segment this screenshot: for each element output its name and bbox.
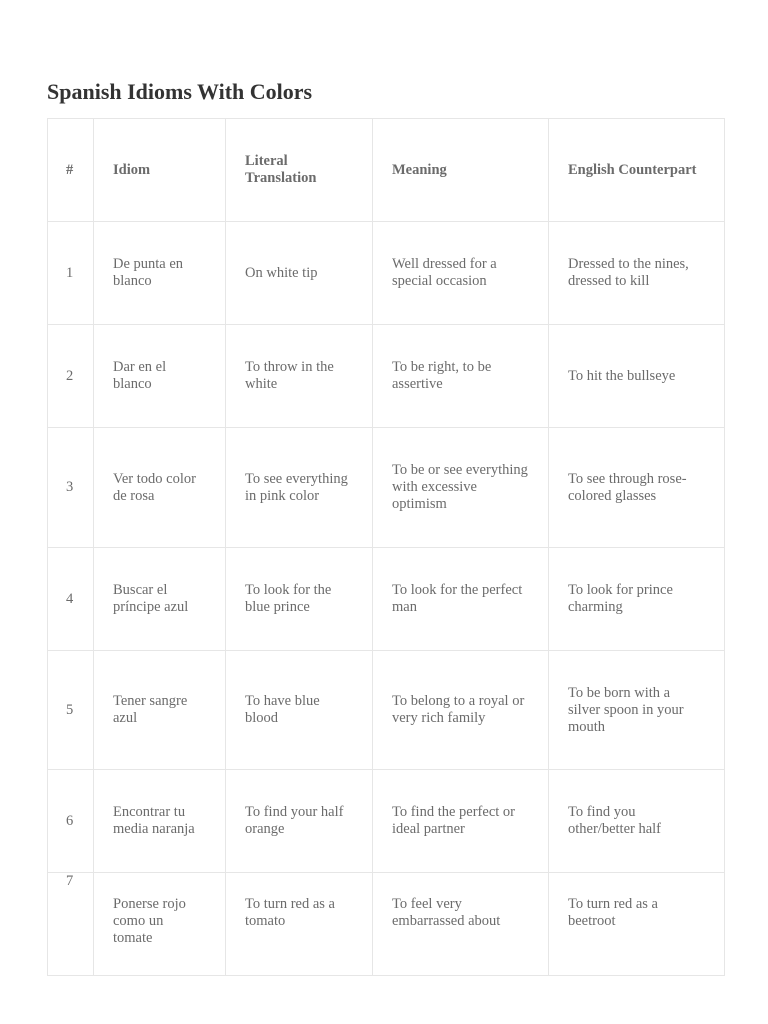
- cell-idiom: Tener sangre azul: [94, 651, 226, 770]
- cell-number: 3: [48, 428, 94, 548]
- header-english-counterpart: English Counterpart: [549, 119, 725, 222]
- header-literal-translation: Literal Translation: [226, 119, 373, 222]
- cell-meaning: To look for the perfect man: [373, 548, 549, 651]
- cell-english-counterpart: Dressed to the nines, dressed to kill: [549, 222, 725, 325]
- cell-literal-translation: To have blue blood: [226, 651, 373, 770]
- cell-literal-translation: To look for the blue prince: [226, 548, 373, 651]
- cell-number: 4: [48, 548, 94, 651]
- cell-idiom: Ponerse rojo como un tomate: [94, 873, 226, 976]
- cell-literal-translation: To find your half orange: [226, 770, 373, 873]
- table-row: [48, 548, 725, 651]
- cell-idiom: Encontrar tu media naranja: [94, 770, 226, 873]
- cell-number: 7: [48, 873, 94, 976]
- cell-literal-translation: To turn red as a tomato: [226, 873, 373, 976]
- cell-number: 5: [48, 651, 94, 770]
- cell-english-counterpart: To look for prince charming: [549, 548, 725, 651]
- cell-english-counterpart: To find you other/better half: [549, 770, 725, 873]
- table-row: [48, 651, 725, 770]
- table-row: [48, 428, 725, 548]
- cell-literal-translation: On white tip: [226, 222, 373, 325]
- cell-literal-translation: To see everything in pink color: [226, 428, 373, 548]
- cell-meaning: To be right, to be assertive: [373, 325, 549, 428]
- table-row: [48, 222, 725, 325]
- table-row: [48, 873, 725, 976]
- cell-number: 2: [48, 325, 94, 428]
- header-meaning: Meaning: [373, 119, 549, 222]
- cell-english-counterpart: To be born with a silver spoon in your mouth: [549, 651, 725, 770]
- cell-idiom: De punta en blanco: [94, 222, 226, 325]
- idioms-table: [47, 118, 725, 976]
- cell-idiom: Dar en el blanco: [94, 325, 226, 428]
- cell-english-counterpart: To turn red as a beetroot: [549, 873, 725, 976]
- table-row: [48, 325, 725, 428]
- header-number: #: [48, 119, 94, 222]
- table-row: [48, 770, 725, 873]
- cell-number: 6: [48, 770, 94, 873]
- cell-idiom: Buscar el príncipe azul: [94, 548, 226, 651]
- table-header-row: [48, 119, 725, 222]
- cell-idiom: Ver todo color de rosa: [94, 428, 226, 548]
- header-idiom: Idiom: [94, 119, 226, 222]
- cell-meaning: Well dressed for a special occasion: [373, 222, 549, 325]
- cell-literal-translation: To throw in the white: [226, 325, 373, 428]
- cell-meaning: To be or see everything with excessive optimism: [373, 428, 549, 548]
- cell-english-counterpart: To see through rose-colored glasses: [549, 428, 725, 548]
- cell-meaning: To feel very embarrassed about: [373, 873, 549, 976]
- cell-meaning: To find the perfect or ideal partner: [373, 770, 549, 873]
- cell-english-counterpart: To hit the bullseye: [549, 325, 725, 428]
- cell-number: 1: [48, 222, 94, 325]
- cell-meaning: To belong to a royal or very rich family: [373, 651, 549, 770]
- page-title: Spanish Idioms With Colors: [47, 79, 313, 104]
